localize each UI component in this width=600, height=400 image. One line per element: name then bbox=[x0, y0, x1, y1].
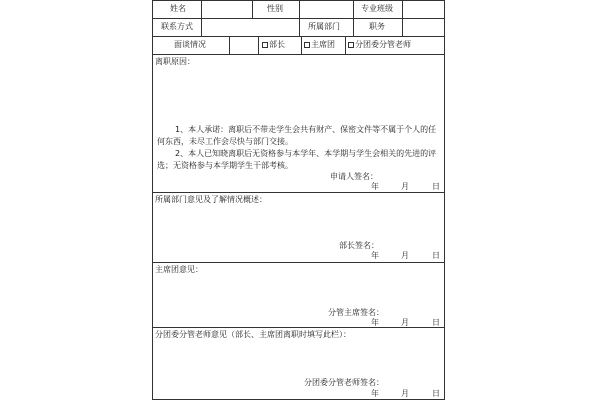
applicant-signature-label: 申请人签名： bbox=[330, 172, 378, 181]
pledge-1: 1、本人承诺：离职后不带走学生会共有财产、保密文件等不属于个人的任何东西，未尽工作会尽快与部门交接。 bbox=[157, 125, 437, 146]
row-divider bbox=[152, 54, 445, 55]
gender-field[interactable] bbox=[300, 1, 353, 18]
section-divider bbox=[152, 192, 445, 193]
resignation-form bbox=[152, 0, 445, 400]
col-divider bbox=[229, 36, 230, 54]
major-class-field[interactable] bbox=[403, 1, 444, 18]
department-opinion-field[interactable] bbox=[153, 206, 444, 238]
teacher-signature-label: 分团委分管老师签名： bbox=[304, 378, 384, 387]
date-month: 月 bbox=[401, 389, 409, 398]
checkbox[interactable] bbox=[304, 42, 310, 48]
presidium-opinion-field[interactable] bbox=[153, 276, 444, 306]
date-year: 年 bbox=[371, 182, 379, 191]
name-field[interactable] bbox=[202, 1, 252, 18]
date-year: 年 bbox=[371, 318, 379, 327]
minister-signature-label: 部长签名： bbox=[339, 241, 379, 250]
teacher-opinion-field[interactable] bbox=[153, 341, 444, 376]
teacher-opinion-title: 分团委分管老师意见（部长、主席团离职时填写此栏）： bbox=[155, 330, 351, 339]
reason-title: 离职原因： bbox=[155, 57, 195, 66]
col-divider bbox=[258, 36, 259, 54]
option-teacher[interactable] bbox=[348, 40, 411, 50]
date-month: 月 bbox=[401, 318, 409, 327]
option-label: 分团委分管老师 bbox=[355, 40, 411, 49]
department-opinion-title: 所属部门意见及了解情况概述： bbox=[155, 195, 267, 204]
contact-field[interactable] bbox=[202, 19, 299, 36]
option-presidium[interactable] bbox=[304, 40, 335, 50]
date-month: 月 bbox=[401, 251, 409, 260]
section-divider bbox=[152, 262, 445, 263]
gender-label: 性别 bbox=[267, 4, 283, 13]
col-divider bbox=[345, 36, 346, 54]
position-label: 职务 bbox=[369, 22, 385, 31]
contact-label: 联系方式 bbox=[161, 22, 193, 31]
checkbox[interactable] bbox=[348, 42, 354, 48]
interview-label: 面谈情况 bbox=[174, 40, 206, 49]
date-year: 年 bbox=[371, 251, 379, 260]
pledge-2: 2、本人已知晓离职后无资格参与本学年、本学期与学生会相关的先进的评选；无资格参与本学期学生干部考核。 bbox=[157, 149, 437, 170]
row-divider bbox=[152, 36, 445, 37]
reason-field[interactable] bbox=[153, 68, 444, 120]
option-minister[interactable] bbox=[262, 40, 285, 50]
date-day: 日 bbox=[432, 389, 440, 398]
major-class-label: 专业班级 bbox=[361, 4, 393, 13]
border-left bbox=[152, 0, 153, 400]
option-label: 主席团 bbox=[311, 40, 335, 49]
date-day: 日 bbox=[432, 251, 440, 260]
border-right bbox=[444, 0, 445, 400]
date-day: 日 bbox=[432, 182, 440, 191]
vice-president-signature-label: 分管主席签名： bbox=[328, 308, 384, 317]
option-label: 部长 bbox=[269, 40, 285, 49]
name-label: 姓名 bbox=[170, 4, 186, 13]
date-day: 日 bbox=[432, 318, 440, 327]
col-divider bbox=[252, 0, 253, 18]
position-field[interactable] bbox=[403, 19, 444, 36]
checkbox[interactable] bbox=[262, 42, 268, 48]
date-year: 年 bbox=[371, 389, 379, 398]
col-divider bbox=[301, 36, 302, 54]
date-month: 月 bbox=[401, 182, 409, 191]
department-label: 所属部门 bbox=[308, 22, 340, 31]
presidium-opinion-title: 主席团意见： bbox=[155, 265, 203, 274]
